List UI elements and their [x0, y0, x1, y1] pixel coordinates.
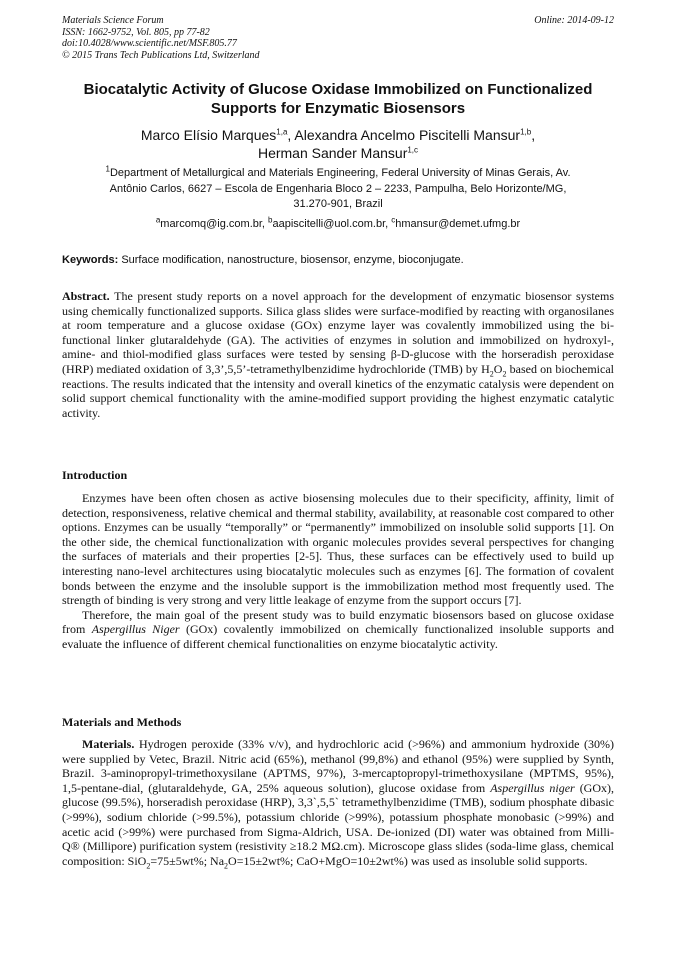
subscript: 2: [502, 369, 507, 379]
author-3: Herman Sander Mansur: [257, 145, 408, 161]
methods-heading: Materials and Methods: [62, 715, 182, 729]
paper-title: [62, 80, 614, 118]
author-list: Marco Elísio Marques$^{1,a}$, Alexandra Ancelmo Piscitelli Mansur$^{1,b}$, Herman Sander Mansur$^{1,c}$: [140, 127, 536, 161]
email-a-sup: a: [155, 215, 161, 225]
materials-text-3: =75±5wt%; Na: [150, 853, 225, 868]
introduction-body: [62, 491, 614, 652]
journal-name: Materials Science Forum: [62, 15, 164, 26]
doi-line: doi:10.4028/www.scientific.net/MSF.805.77: [62, 38, 237, 50]
email-b-sup: b: [268, 215, 273, 225]
email-c: hmansur@demet.ufmg.br: [395, 218, 521, 230]
affiliation-line-2: Antônio Carlos, 6627 – Escola de Engenharia Bloco 2 – 2233, Pampulha, Belo Horizonte/MG,: [109, 182, 567, 195]
intro-p2-text-a: Therefore, the main goal of the present study was to build enzymatic biosensors based on glucose oxidase from: [62, 607, 614, 637]
intro-paragraph-1: Enzymes have been often chosen as active biosensing molecules due to their specificity, affinity, limit of detection, responsiveness, relative chemical and thermal stability, availability, at reasonable cost compared to other options. Enzymes can be usually “temporally” or “permanently” immobilized on insoluble solid supports [1]. On the other side, the chemical functionalization with organic molecules provides several perspectives for changing the surfaces of materials and their properties [2-5]. Thus, these surfaces can be effectively used to build up interesting nano-level architectures using biocatalytic molecules such as enzymes [6]. The formation of covalent bonds between the enzyme and the insoluble support is the immobilization method most frequently used. The strength of binding is very strong and very little leakage of enzyme from the support occurs [7].: [62, 491, 614, 608]
species-name: Aspergillus Niger: [91, 622, 180, 637]
affiliation-line-3: 31.270-901, Brazil: [293, 198, 383, 210]
author-3-sup: 1,c: [407, 145, 419, 155]
copyright-line: © 2015 Trans Tech Publications Ltd, Switzerland: [62, 49, 260, 61]
title-line-2: Supports for Enzymatic Biosensors: [210, 100, 466, 117]
materials-text-2: (GOx), glucose (99.5%), horseradish peroxidase (HRP), 3,3`,5,5` tetramethylbenzidime (TMB), sodium phosphate dibasic (>99%), sodium chloride (>99.5%), potassium chloride (>99%), potassium phosphate monobasic (>99%) and acetic acid (>99%) were purchased from Sigma-Aldrich, USA. De-ionized (DI) water was obtained from Milli-Q® (Millipore) purification system (resistivity ≥18.2 MΩ.cm). Microscope glass slides (soda-lime glass, chemical composition: SiO: [62, 780, 615, 868]
author-emails: [62, 217, 614, 231]
intro-p2-text-b: (GOx) covalently immobilized on chemically functionalized insoluble supports and evaluate the influence of different chemical functionalities on enzyme biocatalytic activity.: [62, 622, 615, 651]
abstract: [62, 289, 614, 420]
abstract-o: O: [493, 361, 503, 376]
journal-header: [62, 15, 614, 61]
keywords-text: Surface modification, nanostructure, biosensor, enzyme, bioconjugate.: [121, 254, 464, 266]
abstract-text-1: The present study reports on a novel approach for the development of enzymatic biosensor systems using chemically functionalized supports. Silica glass slides were surface-modified by reacting with organosilanes at room temperature and a glucose oxidase (GOx) enzyme layer was covalently immobilized using the bi-functional linker glutaraldehyde (GA). The activities of enzymes in solution and immobilized on hydroxyl-, amine- and thiol-modified glass surfaces were tested by sensing β-D-glucose with the horseradish peroxidase (HRP) mediated oxidation of 3,3’,5,5’-tetramethylbenzidime hydrochloride (TMB) by H: [62, 289, 614, 376]
issn-line: ISSN: 1662-9752, Vol. 805, pp 77-82: [62, 26, 210, 38]
abstract-label: Abstract.: [62, 289, 110, 303]
materials-text-1: Hydrogen peroxide (33% v/v), and hydrochloric acid (>96%) and ammonium hydroxide (30%) were supplied by Vetec, Brazil. Nitric acid (65%), methanol (99,8%) and ethanol (95%) were supplied by Synth, Brazil. 3-aminopropyl-trimethoxysilane (APTMS, 97%), 3-mercaptopropyl-trimethoxysilane (MPTMS, 95%), 1,5-pentane-dial, (glutaraldehyde, GA, 25% aqueous solution), glucose oxidase from: [62, 737, 615, 795]
materials-text-4: O=15±2wt%; CaO+MgO=10±2wt%) was used as insoluble solid supports.: [228, 853, 588, 868]
keywords: [62, 253, 614, 267]
author-1: Marco Elísio Marques: [140, 127, 277, 143]
intro-paragraph-2: [62, 608, 614, 652]
keywords-label: Keywords:: [62, 254, 119, 266]
abstract-text-2: based on biochemical reactions. The results indicated that the intensity and overall kinetics of the enzymatic catalysis were dependent on solid support chemical functionality with the amine-modified support providing the highest enzymatic catalytic activity.: [62, 361, 615, 420]
email-c-sup: c: [391, 215, 396, 225]
materials-paragraph: [62, 737, 615, 871]
materials-label: Materials.: [82, 737, 135, 751]
methods-body: [62, 737, 615, 871]
author-2: Alexandra Ancelmo Piscitelli Mansur: [294, 127, 521, 143]
online-date: Online: 2014-09-12: [534, 15, 614, 26]
subscript: 2: [146, 861, 151, 871]
title-line-1: Biocatalytic Activity of Glucose Oxidase Immobilized on Functionalized: [83, 81, 593, 98]
author-2-sup: 1,b: [520, 127, 532, 137]
subscript: 2: [489, 369, 494, 379]
email-b: aapiscitelli@uol.com.br,: [272, 218, 389, 230]
introduction-heading: Introduction: [62, 468, 128, 482]
species-name: Aspergillus niger: [490, 780, 575, 795]
affiliation-line-1: Department of Metallurgical and Materials Engineering, Federal University of Minas Gerais, Av.: [109, 167, 571, 179]
email-a: marcomq@ig.com.br,: [160, 218, 265, 230]
affiliation-sup: 1: [105, 164, 110, 174]
subscript: 2: [224, 861, 229, 871]
author-1-sup: 1,a: [276, 127, 288, 137]
affiliation: [62, 166, 614, 213]
